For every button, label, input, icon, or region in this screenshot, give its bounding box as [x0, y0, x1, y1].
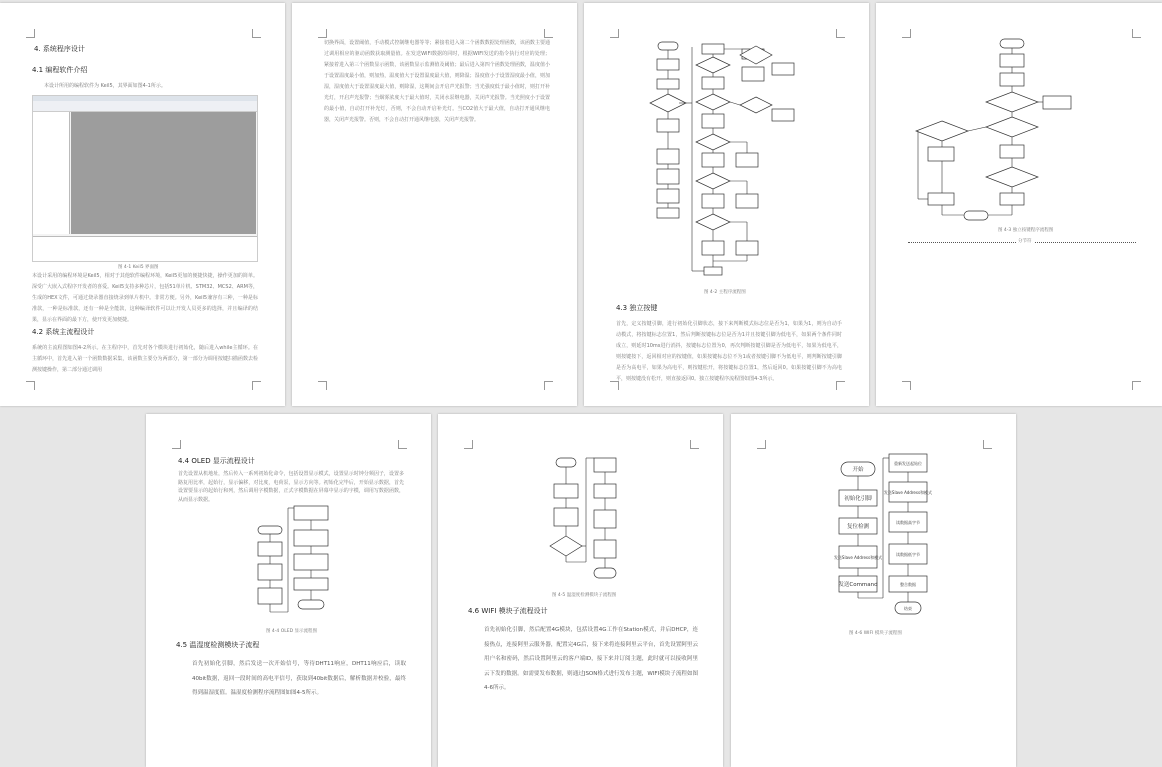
flow-step: 发送Slave Address和模式	[833, 555, 883, 560]
paragraph: 切换界面，设置阈值，手动模式控制继电器等等；紧接着进入第二个函数数据处理函数，该函数主要通过调用相应的驱动函数获取测量值。在发送WIFI数据的同时，根据WIFI发送的指令执行对应的处理；紧接着进入第三个函数显示函数，该函数显示监测值及阈值；最后进入第四个函数处理函数，温度值小于设置温度最小值，则加热，温度值大于设置温度最大值，则降温；湿度值小于设置湿度最小值，则加湿，湿度值大于设置湿度最大值，则除湿，这期间会开启声光报警；当光强度低于最小值时，则打开补光灯，开启声光报警；当烟雾浓度大于最大值时，关闭水泵继电器，关闭声光报警。当光照度小于设置的最小值，自动打开补光灯，否则，不会自动开启补光灯。当CO2值大于最大值，自动打开通风继电器，关闭声光报警。否则，不会自动打开通风继电器，关闭声光报警。	[324, 40, 550, 123]
chapter-heading: 4. 系统程序设计	[34, 45, 85, 53]
flow-step: 初始化引脚	[844, 496, 872, 502]
document-page-7	[731, 414, 1016, 767]
document-page-4	[876, 3, 1162, 406]
main-flowchart	[644, 39, 804, 285]
figure-caption: 图 4-2 主程序流程图	[704, 290, 746, 295]
section-heading: 4.6 WIFI 模块子流程设计	[468, 607, 548, 615]
flow-step: 重新发送起始位	[894, 461, 922, 466]
paragraph: 首先初始化引脚，然后配置4G模块，包括设置4G工作在Station模式，并启DHCP，连接热点，连接阿里云服务器，配置完4G后，接下来将连接阿里云平台，首先设置阿里云用户名和密码，然后设置阿里云的客户端ID，接下来并订阅主题，此时就可以接收阿里云下发的数据。如需要发布数据，则通过JSON格式进行发布主题，WIFI模块子流程如图4-6所示。	[484, 627, 698, 691]
section-heading: 4.3 独立按键	[616, 304, 658, 312]
flow-step: 发送Command	[838, 582, 878, 588]
section-break-label: 分节符	[1018, 239, 1032, 244]
section-heading: 4.5 温湿度检测模块子流程	[176, 641, 260, 649]
wifi-flowchart	[835, 452, 935, 624]
section-heading: 4.4 OLED 显示流程设计	[178, 457, 255, 465]
flow-step: 读数据高字节	[896, 520, 920, 525]
paragraph: 首先初始化引脚，然后发送一次开始信号，等待DHT11响应，DHT11响应后，读取40bit数据，返回一段时间的高电平信号，获取到40bit数据后，解析数据并校验，最终得到温湿度值。温湿度检测程序流程图如图4-5所示。	[192, 661, 406, 696]
figure-caption: 图 4-6 WIFI 模块子流程图	[849, 631, 902, 636]
paragraph: 首先，定义按键引脚，进行初始化引脚状态，接下来判断模式标志位是否为1，如果为1，则为自动手动模式，将按键标志位置1，然后判断按键标志位是否为1并且按键引脚为低电平，如果两个条件同时成立，则延时10ms进行消抖，按键标志位置为0，再次判断按键引脚是否为低电平，如果为低电平，则按键按下，返回相对应的按键值，如果按键标志位不为1或者按键引脚不为低电平，则判断按键引脚是否为高电平，如果为高电平，则按键松开，将按键标志位置1，然后返回0。如果按键引脚不为高电平，则按键没有松开，则直接返回0。独立按键程序流程图如图4-3所示。	[616, 321, 842, 382]
paragraph: 首先设置从机地址，然后传入一系列初始化命令，包括设置显示模式，设置显示时钟分频因子，设置多路复用比率，起始行，显示偏移，对比度，电荷泵，显示方向等。初始化完毕后，开始显示数据，首先设置要显示的起始行和列，然后调用字模数据，正式字模数据在屏幕中显示的字模，调用写数据函数，从而显示数据。	[178, 471, 404, 503]
document-page-3	[584, 3, 869, 406]
section-heading: 4.2 系统主流程设计	[32, 328, 95, 336]
keil-screenshot-figure	[32, 95, 258, 262]
key-flowchart	[914, 37, 1074, 223]
figure-caption: 图 4-5 温湿度检测模块子流程图	[552, 593, 617, 598]
section-heading: 4.1 编程软件介绍	[32, 66, 88, 74]
flow-start: 开始	[852, 467, 864, 473]
flow-end: 结束	[904, 606, 912, 611]
flow-step: 发送Slave Address和模式	[883, 490, 933, 495]
flow-step: 读数据低字节	[896, 552, 920, 557]
oled-flowchart	[254, 504, 354, 624]
figure-caption: 图 4-3 独立按键程序流程图	[998, 228, 1054, 233]
document-page-6	[438, 414, 723, 767]
flow-step: 复位检测	[846, 524, 870, 530]
document-page-1	[0, 3, 285, 406]
figure-caption: 图 4-1 Keil5 界面图	[118, 265, 159, 270]
paragraph: 本设计所用的编程软件为 Keil5，其界面如图4-1所示。	[44, 83, 166, 89]
dht-flowchart	[550, 454, 640, 584]
figure-caption: 图 4-4 OLED 显示流程图	[266, 629, 317, 634]
paragraph: 系统的主流程图如图4-2所示。在主程序中，首先对各个模块进行初始化，随后进入while主循环。在主循环中，首先进入第一个函数数据采集，该函数主要分为两部分，第一部分为调用按键扫描函数去检测按键操作，第二部分通过调用	[32, 345, 258, 373]
document-page-5	[146, 414, 431, 767]
flow-step: 整合数据	[900, 582, 916, 587]
paragraph: 本设计采用的编程环境是Keil5，相对于其他软件编程环境，Keil5更加的便捷快捷，操作更加的简单。深受广大嵌入式程序开发者的喜爱。Keil5支持多种芯片，包括51单片机、STM32、MCS2、ARM等，生成的HEX文件，可通过烧录器直接烧录到单片机中。非常方便。另外，Keil5兼容有三种，一种是标准款，一种是标准款，还有一种是全能款，这种编译软件可以让开发人员更多的选择，并且编译的结果，显示在界面的最下方，使开发更加便捷。	[32, 273, 258, 323]
document-page-2	[292, 3, 577, 406]
